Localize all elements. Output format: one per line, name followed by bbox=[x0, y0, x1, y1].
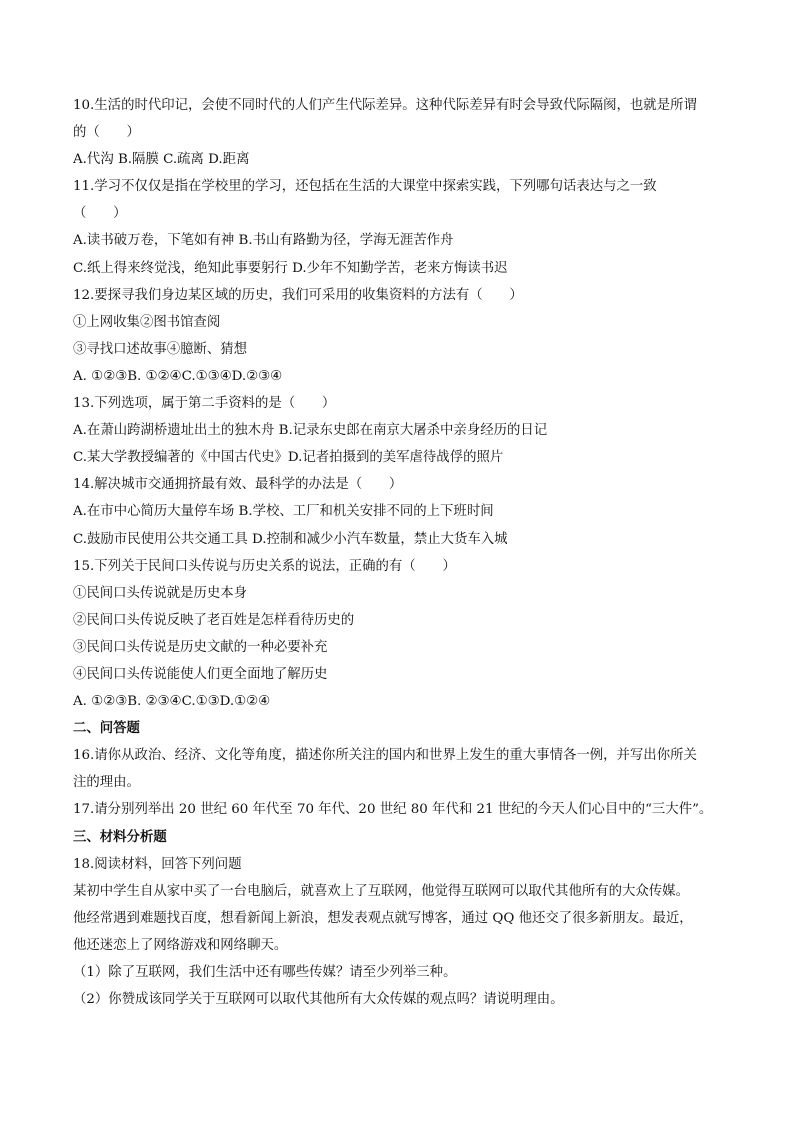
q14-options-ab: A.在市中心简历大量停车场 B.学校、工厂和机关安排不同的上下班时间 bbox=[73, 504, 494, 520]
q16-line1: 16.请你从政治、经济、文化等角度，描述你所关注的国内和世界上发生的重大事情各一例，并写出你所关 bbox=[73, 748, 697, 764]
q10-options: A.代沟 B.隔膜 C.疏离 D.距离 bbox=[73, 152, 250, 168]
q18-material-line3: 他还迷恋上了网络游戏和网络聊天。 bbox=[73, 937, 288, 953]
q12-items-12: ①上网收集②图书馆查阅 bbox=[73, 314, 221, 330]
q15-item-2: ②民间口头传说反映了老百姓是怎样看待历史的 bbox=[73, 612, 355, 628]
q11-stem-line1: 11.学习不仅仅是指在学校里的学习，还包括在生活的大课堂中探索实践，下列哪句话表达与之一致 bbox=[73, 179, 657, 195]
q18-material-line2: 他经常遇到难题找百度，想看新闻上新浪，想发表观点就写博客，通过 QQ 他还交了很多新朋友。最近， bbox=[73, 910, 693, 926]
q12-options: A. ①②③B. ①②④C.①③④D.②③④ bbox=[73, 368, 283, 384]
exam-page bbox=[73, 92, 723, 1013]
q14-options-cd: C.鼓励市民使用公共交通工具 D.控制和减少小汽车数量，禁止大货车入城 bbox=[73, 531, 508, 547]
q17-line: 17.请分别列举出 20 世纪 60 年代至 70 年代、20 世纪 80 年代和 21 世纪的今天人们心目中的“三大件”。 bbox=[73, 802, 713, 818]
q15-item-3: ③民间口头传说是历史文献的一种必要补充 bbox=[73, 639, 328, 655]
q10-stem-line2: 的（ ） bbox=[73, 125, 140, 141]
q11-options-ab: A.读书破万卷，下笔如有神 B.书山有路勤为径，学海无涯苦作舟 bbox=[73, 233, 454, 249]
q18-sub-2: （2）你赞成该同学关于互联网可以取代其他所有大众传媒的观点吗？请说明理由。 bbox=[73, 992, 564, 1008]
q12-items-34: ③寻找口述故事④臆断、猜想 bbox=[73, 341, 248, 357]
q10-stem-line1: 10.生活的时代印记，会使不同时代的人们产生代际差异。这种代际差异有时会导致代际隔阂，也就是所谓 bbox=[73, 98, 697, 113]
section-heading-qa: 二、问答题 bbox=[73, 721, 140, 737]
q15-stem: 15.下列关于民间口头传说与历史关系的说法，正确的有（ ） bbox=[73, 558, 456, 574]
q18-material-line1: 某初中学生自从家中买了一台电脑后，就喜欢上了互联网，他觉得互联网可以取代其他所有的大众传媒。 bbox=[73, 883, 689, 899]
q18-sub-1: （1）除了互联网，我们生活中还有哪些传媒？请至少列举三种。 bbox=[73, 965, 457, 980]
section-heading-material: 三、材料分析题 bbox=[73, 829, 167, 845]
q11-options-cd: C.纸上得来终觉浅，绝知此事要躬行 D.少年不知勤学苦，老来方悔读书迟 bbox=[73, 260, 508, 276]
q15-item-4: ④民间口头传说能使人们更全面地了解历史 bbox=[73, 666, 328, 682]
q14-stem: 14.解决城市交通拥挤最有效、最科学的办法是（ ） bbox=[73, 477, 403, 493]
q15-options: A. ①②③B. ②③④C.①③D.①②④ bbox=[73, 694, 271, 710]
q13-stem: 13.下列选项，属于第二手资料的是（ ） bbox=[73, 396, 336, 412]
q13-options-ab: A.在萧山跨湖桥遗址出土的独木舟 B.记录东史郎在南京大屠杀中亲身经历的日记 bbox=[73, 423, 548, 439]
q12-stem: 12.要探寻我们身边某区域的历史，我们可采用的收集资料的方法有（ ） bbox=[73, 287, 523, 303]
q11-stem-line2: （ ） bbox=[73, 206, 127, 222]
q16-line2: 注的理由。 bbox=[73, 775, 140, 791]
q15-item-1: ①民间口头传说就是历史本身 bbox=[73, 585, 248, 601]
q13-options-cd: C.某大学教授编著的《中国古代史》D.记者拍摄到的美军虐待战俘的照片 bbox=[73, 450, 504, 466]
q18-stem: 18.阅读材料，回答下列问题 bbox=[73, 856, 242, 872]
